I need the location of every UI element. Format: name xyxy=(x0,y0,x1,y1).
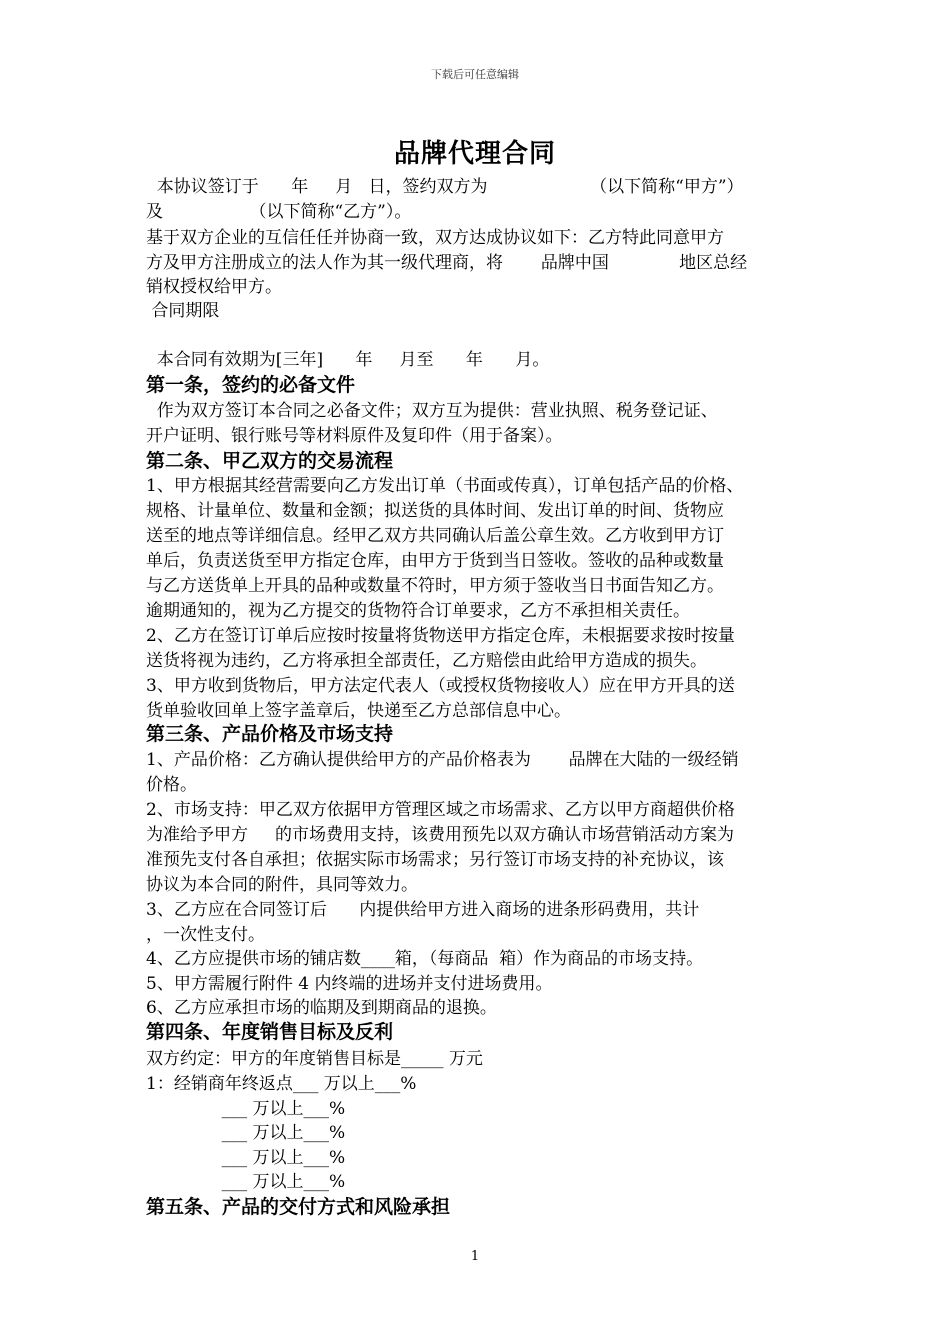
section-heading: 第二条、甲乙双方的交易流程 xyxy=(146,450,394,472)
text-line: 及 （以下简称“乙方”）。 xyxy=(146,202,412,222)
text-line: ___ 万以上___% xyxy=(146,1099,346,1119)
section-heading: 第四条、年度销售目标及反利 xyxy=(146,1021,394,1043)
text-line: 单后，负责送货至甲方指定仓库，由甲方于货到当日签收。签收的品种或数量 xyxy=(146,551,724,571)
text-line: 本协议签订于 年 月 日，签约双方为 （以下简称“甲方”） xyxy=(146,177,744,197)
text-line: 1、产品价格：乙方确认提供给甲方的产品价格表为 品牌在大陆的一级经销 xyxy=(146,750,739,770)
text-line: 与乙方送货单上开具的品种或数量不符时，甲方须于签收当日书面告知乙方。 xyxy=(146,576,724,596)
text-line: 方及甲方注册成立的法人作为其一级代理商，将 品牌中国 地区总经 xyxy=(146,253,748,273)
text-line: 送至的地点等详细信息。经甲乙双方共同确认后盖公章生效。乙方收到甲方订 xyxy=(146,526,724,546)
text-line: 准预先支付各自承担；依据实际市场需求；另行签订市场支持的补充协议，该 xyxy=(146,850,724,870)
text-line: ，一次性支付。 xyxy=(146,925,265,945)
text-line: 价格。 xyxy=(146,775,197,795)
text-line: 6、乙方应承担市场的临期及到期商品的退换。 xyxy=(146,998,497,1018)
text-line: 销权授权给甲方。 xyxy=(146,277,282,297)
text-line: 双方约定：甲方的年度销售目标是_____ 万元 xyxy=(146,1049,483,1069)
page-number: 1 xyxy=(470,1249,480,1264)
text-line: 作为双方签订本合同之必备文件；双方互为提供：营业执照、税务登记证、 xyxy=(146,401,718,421)
text-line: 规格、计量单位、数量和金额；拟送货的具体时间、发出订单的时间、货物应 xyxy=(146,501,724,521)
text-line: 为准给予甲方 的市场费用支持，该费用预先以双方确认市场营销活动方案为 xyxy=(146,825,735,845)
text-line: 5、甲方需履行附件 4 内终端的进场并支付进场费用。 xyxy=(146,974,553,994)
text-line: 3、乙方应在合同签订后 内提供给甲方进入商场的进条形码费用，共计 xyxy=(146,900,700,920)
text-line: 3、甲方收到货物后，甲方法定代表人（或授权货物接收人）应在甲方开具的送 xyxy=(146,676,735,696)
text-line: 1、甲方根据其经营需要向乙方发出订单（书面或传真），订单包括产品的价格、 xyxy=(146,476,744,496)
section-heading: 第三条、产品价格及市场支持 xyxy=(146,723,394,745)
section-heading: 第一条，签约的必备文件 xyxy=(146,374,356,396)
document-title: 品牌代理合同 xyxy=(393,139,556,169)
text-line: 协议为本合同的附件，具同等效力。 xyxy=(146,875,418,895)
text-line: 合同期限 xyxy=(146,301,220,321)
text-line: 货单验收回单上签字盖章后，快递至乙方总部信息中心。 xyxy=(146,701,571,721)
text-line: 送货将视为违约，乙方将承担全部责任，乙方赔偿由此给甲方造成的损失。 xyxy=(146,651,707,671)
text-line: ___ 万以上___% xyxy=(146,1148,346,1168)
text-line: 本合同有效期为[三年] 年 月至 年 月。 xyxy=(146,350,550,370)
text-line: 基于双方企业的互信任任并协商一致，双方达成协议如下：乙方特此同意甲方 xyxy=(146,228,724,248)
text-line: 逾期通知的，视为乙方提交的货物符合订单要求，乙方不承担相关责任。 xyxy=(146,601,690,621)
text-line: 4、乙方应提供市场的铺店数____箱，（每商品 箱）作为商品的市场支持。 xyxy=(146,949,704,969)
page-header: 下载后可任意编辑 xyxy=(431,68,519,81)
text-line: 开户证明、银行账号等材料原件及复印件（用于备案）。 xyxy=(146,426,563,446)
text-line: ___ 万以上___% xyxy=(146,1172,346,1192)
text-line: 1：经销商年终返点___ 万以上___% xyxy=(146,1074,417,1094)
text-line: 2、市场支持：甲乙双方依据甲方管理区域之市场需求、乙方以甲方商超供价格 xyxy=(146,800,735,820)
text-line: 2、乙方在签订订单后应按时按量将货物送甲方指定仓库，未根据要求按时按量 xyxy=(146,626,735,646)
section-heading: 第五条、产品的交付方式和风险承担 xyxy=(146,1196,451,1218)
text-line: ___ 万以上___% xyxy=(146,1123,346,1143)
